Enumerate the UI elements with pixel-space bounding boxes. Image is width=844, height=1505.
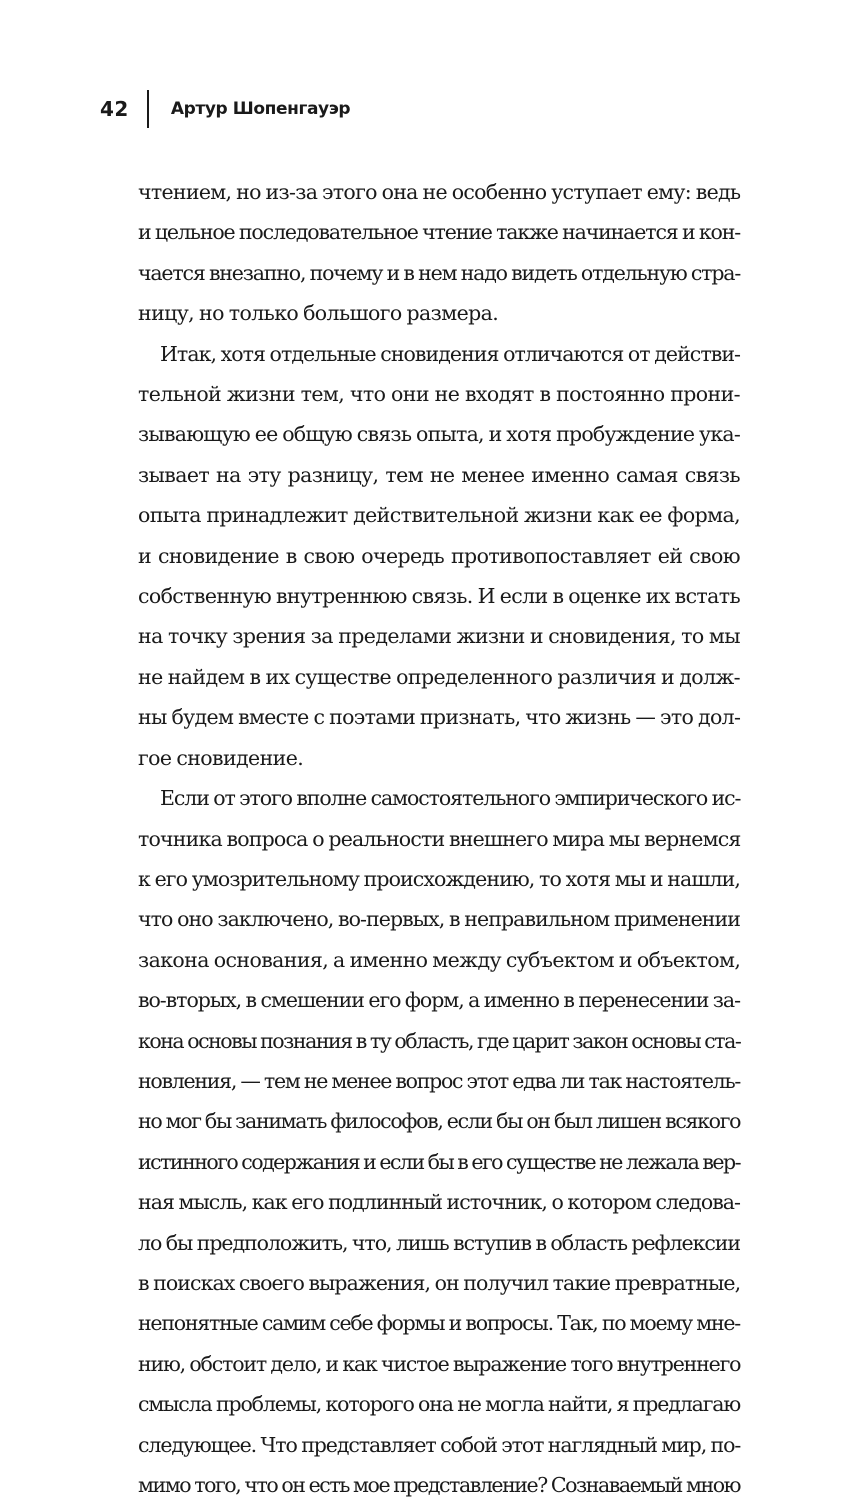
paragraph — [138, 778, 740, 1505]
text-line: что оно заключено, во-первых, в неправильном применении — [138, 907, 740, 932]
text-line: на точку зрения за пределами жизни и сновидения, то мы — [138, 624, 740, 649]
text-line: непонятные самим себе формы и вопросы. Так, по моему мне- — [138, 1311, 740, 1336]
header-divider — [147, 90, 149, 128]
text-line: Если от этого вполне самостоятельного эмпирического ис- — [160, 786, 741, 811]
text-line: новления, — тем не менее вопрос этот едва ли так настоятель- — [138, 1068, 740, 1093]
paragraph — [138, 334, 740, 778]
text-line: ная мысль, как его подлинный источник, о котором следова- — [138, 1190, 740, 1215]
text-line: не найдем в их существе определенного различия и долж- — [138, 664, 740, 689]
paragraph — [138, 172, 740, 334]
text-line: во-вторых, в смешении его форм, а именно в перенесении за- — [138, 988, 740, 1013]
running-title: Артур Шопенгауэр — [170, 99, 351, 119]
text-line: чается внезапно, почему и в нем надо видеть отдельную стра- — [138, 260, 741, 285]
text-line: опыта принадлежит действительной жизни как ее форма, — [138, 503, 740, 528]
text-line: зывающую ее общую связь опыта, и хотя пробуждение ука- — [138, 422, 740, 447]
text-line: нию, обстоит дело, и как чистое выражение того внутреннего — [138, 1351, 741, 1376]
text-line: собственную внутреннюю связь. И если в оценке их встать — [138, 584, 741, 609]
text-line: ницу, но только большого размера. — [138, 301, 499, 326]
text-line: кона основы познания в ту область, где царит закон основы ста- — [138, 1028, 741, 1053]
text-line: ны будем вместе с поэтами признать, что жизнь — это дол- — [138, 705, 741, 730]
text-line: гое сновидение. — [138, 745, 304, 770]
text-line: к его умозрительному происхождению, то хотя мы и нашли, — [138, 866, 740, 891]
text-line: мимо того, что он есть мое представление? Сознаваемый мною — [138, 1473, 740, 1497]
page-number: 42 — [100, 97, 129, 121]
text-line: точника вопроса о реальности внешнего мира мы вернемся — [138, 826, 741, 851]
text-line: Итак, хотя отдельные сновидения отличаются от действи- — [160, 341, 740, 366]
text-line: ло бы предположить, что, лишь вступив в область рефлексии — [138, 1230, 740, 1255]
text-line: и цельное последовательное чтение также начинается и кон- — [138, 220, 740, 245]
text-line: чтением, но из-за этого она не особенно уступает ему: ведь — [138, 180, 741, 204]
body-text — [138, 172, 740, 1505]
text-line: и сновидение в свою очередь противопоставляет ей свою — [138, 543, 740, 568]
text-line: зывает на эту разницу, тем не менее именно самая связь — [138, 462, 740, 487]
text-line: смысла проблемы, которого она не могла найти, я предлагаю — [138, 1392, 741, 1417]
text-line: истинного содержания и если бы в его существе не лежала вер- — [138, 1149, 740, 1174]
text-line: но мог бы занимать философов, если бы он был лишен всякого — [138, 1109, 741, 1134]
running-header — [100, 88, 350, 130]
text-line: закона основания, а именно между субъектом и объектом, — [138, 947, 741, 972]
text-line: в поисках своего выражения, он получил такие превратные, — [138, 1270, 741, 1295]
text-line: тельной жизни тем, что они не входят в постоянно прони- — [138, 382, 740, 407]
text-line: следующее. Что представляет собой этот наглядный мир, по- — [138, 1432, 741, 1457]
